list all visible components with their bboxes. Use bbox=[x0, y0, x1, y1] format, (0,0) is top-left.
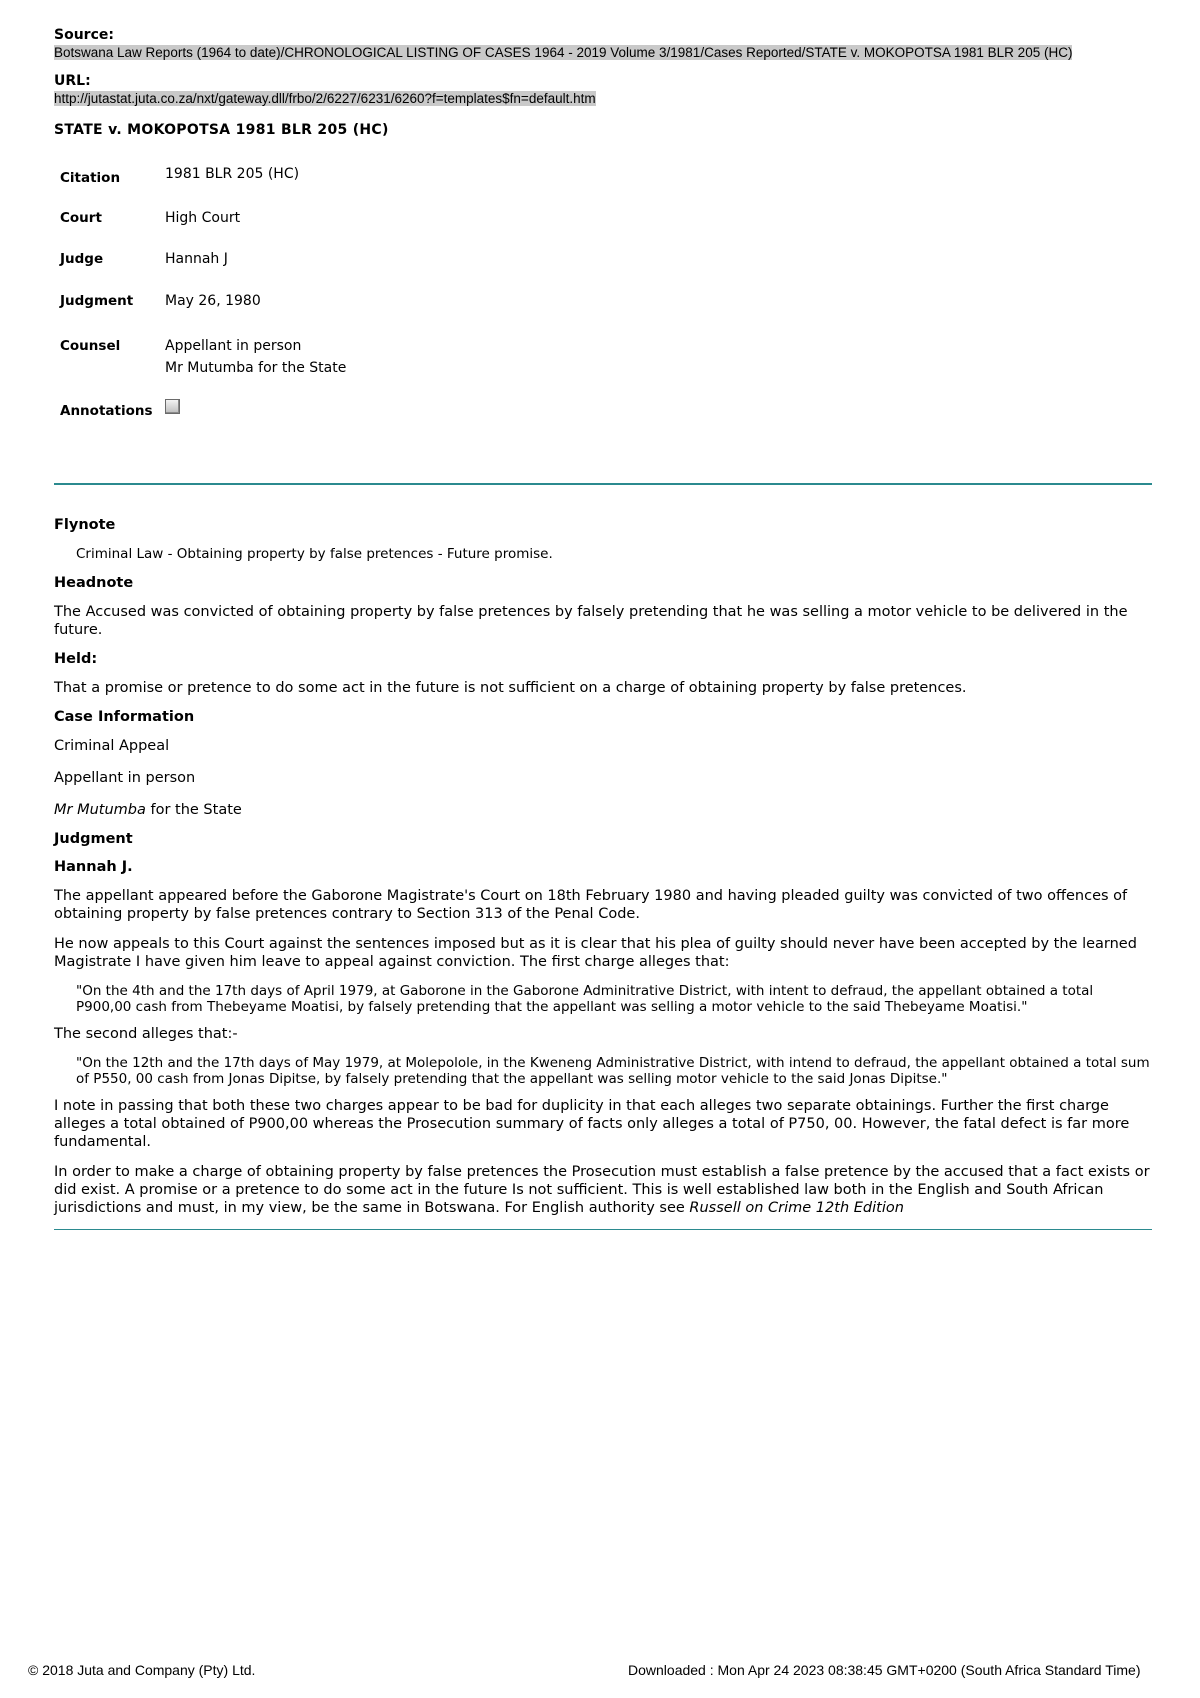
judgment-label: Judgment bbox=[60, 293, 134, 309]
url-label: URL: bbox=[54, 73, 91, 89]
case-info-counsel-name: Mr Mutumba bbox=[54, 802, 146, 818]
judge-value: Hannah J bbox=[165, 251, 228, 267]
footer-copyright: © 2018 Juta and Company (Pty) Ltd. bbox=[28, 1662, 256, 1678]
judgment-paragraph-3: The second alleges that:- bbox=[54, 1026, 238, 1042]
court-label: Court bbox=[60, 210, 102, 226]
case-info-counsel-role: for the State bbox=[145, 802, 242, 818]
judgment-paragraph-4: I note in passing that both these two charges appear to be bad for duplicity in that each alleges two separate obtainings. Further the first charge alleges a total obtained of P900,00 whereas the Prosecution summary of facts only alleges a total of P750, 00. However, the fatal defect is far more fundamental. bbox=[54, 1098, 1130, 1150]
judgment-paragraph-5 bbox=[54, 1163, 1152, 1217]
judgment-paragraph-5-text: In order to make a charge of obtaining property by false pretences the Prosecution must establish a false pretence by the accused that a fact exists or did exist. A promise or a pretence to do some act in the future Is not sufficient. This is well established law both in the English and South African jurisdictions and must, in my view, be the same in Botswana. For English authority see bbox=[54, 1164, 1150, 1216]
source-label: Source: bbox=[54, 27, 114, 43]
counsel-line-2: Mr Mutumba for the State bbox=[165, 360, 347, 376]
held-text: That a promise or pretence to do some act in the future is not sufficient on a charge of obtaining property by false pretences. bbox=[54, 680, 967, 696]
document-page bbox=[54, 26, 1152, 1230]
judgment-quote-1: "On the 4th and the 17th days of April 1979, at Gaborone in the Gaborone Adminitrative District, with intent to defraud, the appellant obtained a total P900,00 cash from Thebeyame Moatisi, by falsely pretending that the appellant was selling a motor vehicle to the said Thebeyame Moatisi." bbox=[76, 983, 1094, 1015]
case-information-heading: Case Information bbox=[54, 709, 195, 725]
case-info-line-3 bbox=[54, 801, 1152, 819]
judge-label: Judge bbox=[60, 251, 104, 267]
authority-reference: Russell on Crime 12th Edition bbox=[689, 1200, 904, 1216]
headnote-text: The Accused was convicted of obtaining property by false pretences by falsely pretending that he was selling a motor vehicle to be delivered in the future. bbox=[54, 604, 1128, 638]
counsel-label: Counsel bbox=[60, 338, 121, 354]
judgment-date: May 26, 1980 bbox=[165, 293, 261, 309]
judgment-judge: Hannah J. bbox=[54, 859, 133, 875]
judgment-heading: Judgment bbox=[54, 831, 133, 847]
judgment-quote-2: "On the 12th and the 17th days of May 1979, at Molepolole, in the Kweneng Administrative District, with intend to defraud, the appellant obtained a total sum of P550, 00 cash from Jonas Dipitse, by falsely pretending that the appellant was selling motor vehicle to the said Jonas Dipitse." bbox=[76, 1055, 1150, 1087]
judgment-paragraph-1: The appellant appeared before the Gaborone Magistrate's Court on 18th February 1980 and having pleaded guilty was convicted of two offences of obtaining property by false pretences contrary to Section 313 of the Penal Code. bbox=[54, 888, 1128, 922]
source-path[interactable]: Botswana Law Reports (1964 to date)/CHRONOLOGICAL LISTING OF CASES 1964 - 2019 Volume 3/1981/Cases Reported/STATE v. MOKOPOTSA 1981 BLR 205 (HC) bbox=[54, 45, 1073, 60]
headnote-heading: Headnote bbox=[54, 575, 134, 591]
case-metadata-table bbox=[60, 166, 346, 427]
citation-label: Citation bbox=[60, 170, 121, 186]
flynote-heading: Flynote bbox=[54, 517, 116, 533]
case-title: STATE v. MOKOPOTSA 1981 BLR 205 (HC) bbox=[54, 122, 389, 138]
footer-downloaded: Downloaded : Mon Apr 24 2023 08:38:45 GMT+0200 (South Africa Standard Time) bbox=[628, 1662, 1141, 1678]
counsel-line-1: Appellant in person bbox=[165, 338, 302, 354]
url-link[interactable]: http://jutastat.juta.co.za/nxt/gateway.dll/frbo/2/6227/6231/6260?f=templates$fn=default.htm bbox=[54, 91, 596, 106]
judgment-paragraph-2: He now appeals to this Court against the sentences imposed but as it is clear that his plea of guilty should never have been accepted by the learned Magistrate I have given him leave to appeal against conviction. The first charge alleges that: bbox=[54, 936, 1137, 970]
held-heading: Held: bbox=[54, 651, 98, 667]
annotations-label: Annotations bbox=[60, 403, 153, 419]
citation-value: 1981 BLR 205 (HC) bbox=[165, 166, 300, 182]
bottom-divider bbox=[54, 1229, 1152, 1230]
court-value: High Court bbox=[165, 210, 241, 226]
case-info-line-1: Criminal Appeal bbox=[54, 738, 170, 754]
case-info-line-2: Appellant in person bbox=[54, 770, 196, 786]
flynote-text: Criminal Law - Obtaining property by false pretences - Future promise. bbox=[76, 546, 553, 562]
annotations-checkbox-icon[interactable] bbox=[165, 399, 180, 414]
